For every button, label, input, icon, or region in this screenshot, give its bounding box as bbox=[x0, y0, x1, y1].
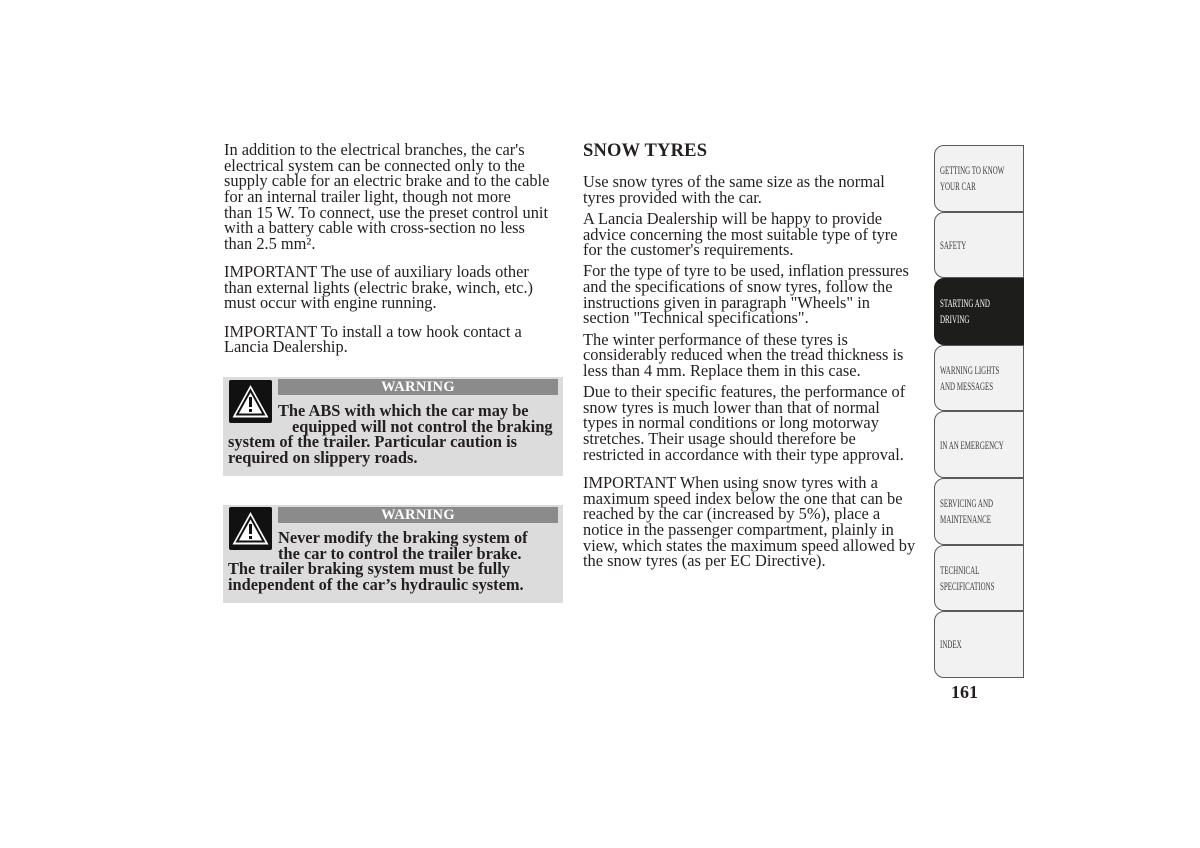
text-line: section "Technical specifications". bbox=[583, 308, 809, 328]
chapter-tab-label: YOUR CAR bbox=[940, 179, 976, 194]
text-line: supply cable for an electric brake and to the cable bbox=[224, 171, 550, 191]
warning-text bbox=[223, 530, 563, 593]
text-line: considerably reduced when the tread thickness is bbox=[583, 345, 904, 365]
text-line: electrical system can be connected only to the bbox=[224, 155, 525, 175]
text-line: the car to control the trailer brake. bbox=[278, 543, 522, 563]
chapter-tab-servicing-and-maintenance bbox=[934, 478, 1024, 545]
text-line: IMPORTANT When using snow tyres with a bbox=[583, 473, 878, 493]
text-line: The winter performance of these tyres is bbox=[583, 329, 848, 349]
chapter-tab-in-an-emergency bbox=[934, 411, 1024, 478]
text-line: IMPORTANT To install a tow hook contact a bbox=[224, 321, 522, 341]
text-line: than external lights (electric brake, winch, etc.) bbox=[224, 277, 534, 297]
chapter-tab-label: IN AN EMERGENCY bbox=[940, 437, 1004, 452]
text-line: The trailer braking system must be fully bbox=[228, 559, 510, 579]
text-line: reached by the car (increased by 5%), place a bbox=[583, 504, 881, 524]
chapter-tab-starting-and-driving bbox=[934, 278, 1024, 345]
chapter-tab-technical-specifications bbox=[934, 545, 1024, 612]
right-column bbox=[583, 141, 928, 574]
text-line: types in normal conditions or long motorway bbox=[583, 413, 879, 433]
text-line: The ABS with which the car may be bbox=[278, 401, 529, 420]
text-line: less than 4 mm. Replace them in this case. bbox=[583, 360, 861, 380]
text-line: snow tyres is much lower than that of normal bbox=[583, 397, 880, 417]
text-line: view, which states the maximum speed allowed by bbox=[583, 535, 916, 555]
text-line: must occur with engine running. bbox=[224, 293, 437, 313]
text-line: Use snow tyres of the same size as the normal bbox=[583, 172, 885, 192]
chapter-tab-label: SAFETY bbox=[940, 237, 967, 252]
text-line: than 2.5 mm². bbox=[224, 233, 316, 253]
text-line: In addition to the electrical branches, the car's bbox=[224, 140, 525, 159]
chapter-tab-label: GETTING TO KNOW bbox=[940, 163, 1005, 178]
chapter-tab-label: MAINTENANCE bbox=[940, 512, 992, 527]
text-line: notice in the passenger compartment, plainly in bbox=[583, 520, 894, 539]
important-note bbox=[224, 264, 564, 311]
chapter-tab-warning-lights-and-messages bbox=[934, 345, 1024, 412]
text-line: than 15 W. To connect, use the preset control unit bbox=[224, 202, 549, 222]
text-line: For the type of tyre to be used, inflation pressures bbox=[583, 261, 909, 281]
text-line: instructions given in paragraph "Wheels" in bbox=[583, 292, 870, 312]
text-line: restricted in accordance with their type approval. bbox=[583, 444, 904, 464]
body-paragraph bbox=[583, 211, 928, 258]
chapter-tab-label: TECHNICAL bbox=[940, 562, 980, 577]
warning-box bbox=[223, 377, 563, 476]
text-line: system of the trailer. Particular caution is bbox=[228, 432, 518, 452]
text-line: A Lancia Dealership will be happy to provide bbox=[583, 209, 883, 228]
chapter-tab-label: STARTING AND bbox=[940, 296, 990, 311]
chapter-tab-getting-to-know-your-car bbox=[934, 145, 1024, 212]
text-line: IMPORTANT The use of auxiliary loads other bbox=[224, 262, 529, 282]
text-line: maximum speed index below the one that can be bbox=[583, 488, 903, 508]
important-note bbox=[583, 475, 928, 569]
warning-label: WARNING bbox=[278, 379, 558, 395]
text-line: the snow tyres (as per EC Directive). bbox=[583, 551, 826, 571]
text-line: with a battery cable with cross-section no less bbox=[224, 218, 525, 238]
chapter-tab-index bbox=[934, 611, 1024, 678]
chapter-tab-label: WARNING LIGHTS bbox=[940, 363, 1000, 378]
text-line: equipped will not control the braking bbox=[292, 416, 553, 436]
chapter-tab-label: INDEX bbox=[940, 637, 962, 652]
body-paragraph bbox=[224, 142, 564, 252]
warning-text bbox=[223, 403, 563, 466]
body-paragraph bbox=[583, 174, 928, 205]
text-line: tyres provided with the car. bbox=[583, 187, 762, 207]
chapter-tab-bar bbox=[934, 145, 1024, 678]
page-number: 161 bbox=[951, 682, 978, 702]
text-line: for the customer's requirements. bbox=[583, 240, 794, 260]
body-paragraph bbox=[583, 384, 928, 462]
chapter-tab-label: SERVICING AND bbox=[940, 496, 994, 511]
section-heading: SNOW TYRES bbox=[583, 141, 708, 161]
left-column bbox=[224, 142, 564, 367]
warning-box bbox=[223, 505, 563, 603]
chapter-tab-label: AND MESSAGES bbox=[940, 379, 994, 394]
text-line: Lancia Dealership. bbox=[224, 337, 348, 357]
text-line: Due to their specific features, the performance of bbox=[583, 382, 906, 402]
chapter-tab-safety bbox=[934, 212, 1024, 279]
body-paragraph bbox=[583, 329, 928, 380]
text-line: and the specifications of snow tyres, follow the bbox=[583, 277, 893, 297]
body-paragraph bbox=[583, 263, 928, 326]
warning-label: WARNING bbox=[278, 507, 558, 523]
text-line: advice concerning the most suitable type of tyre bbox=[583, 224, 898, 244]
text-line: Never modify the braking system of bbox=[278, 528, 528, 547]
chapter-tab-label: DRIVING bbox=[940, 312, 970, 327]
text-line: required on slippery roads. bbox=[228, 447, 418, 467]
important-note bbox=[224, 321, 564, 357]
text-line: stretches. Their usage should therefore be bbox=[583, 429, 856, 449]
text-line: independent of the car’s hydraulic system. bbox=[228, 574, 524, 594]
text-line: for an internal trailer light, though not more bbox=[224, 186, 511, 206]
chapter-tab-label: SPECIFICATIONS bbox=[940, 578, 995, 593]
